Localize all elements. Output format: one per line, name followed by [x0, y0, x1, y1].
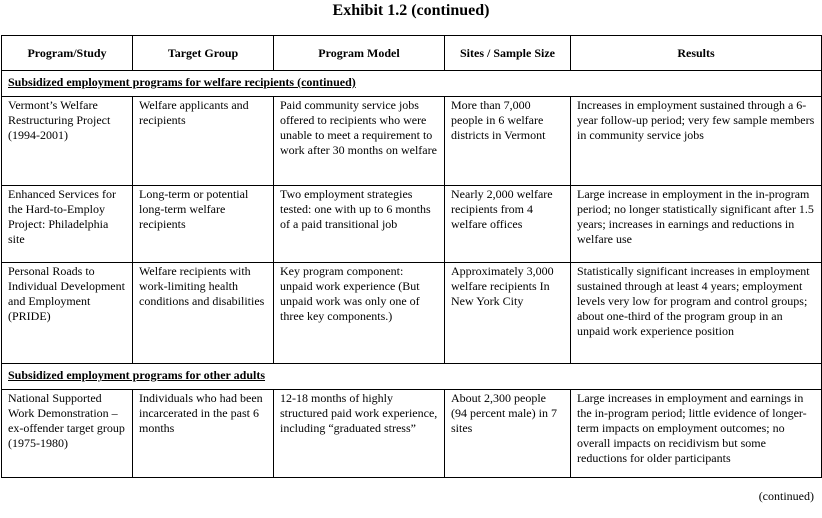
section-row-welfare — [2, 71, 822, 97]
header-row — [2, 36, 822, 71]
section-row-other-adults — [2, 364, 822, 390]
cell-program: Vermont’s Welfare Restructuring Project (1994-2001) — [2, 97, 133, 186]
cell-sites: About 2,300 people (94 percent male) in 7 sites — [445, 390, 571, 478]
table-row — [2, 263, 822, 364]
cell-results: Statistically significant increases in employment sustained through at least 4 years; employment levels very low for program and control groups; about one-third of the program group in an unpaid work experience position — [571, 263, 822, 364]
cell-sites: More than 7,000 people in 6 welfare districts in Vermont — [445, 97, 571, 186]
cell-program: National Supported Work Demonstration – ex-offender target group (1975-1980) — [2, 390, 133, 478]
cell-sites: Nearly 2,000 welfare recipients from 4 welfare offices — [445, 186, 571, 263]
header-program-study: Program/Study — [2, 36, 133, 71]
header-results: Results — [571, 36, 822, 71]
continued-note: (continued) — [758, 489, 814, 503]
table-row — [2, 390, 822, 478]
cell-target: Long-term or potential long-term welfare recipients — [133, 186, 274, 263]
header-sites-sample-size: Sites / Sample Size — [445, 36, 571, 71]
header-program-model: Program Model — [274, 36, 445, 71]
exhibit-title: Exhibit 1.2 (continued) — [332, 2, 490, 19]
table-row — [2, 186, 822, 263]
header-target-group: Target Group — [133, 36, 274, 71]
cell-results: Large increases in employment and earnings in the in-program period; little evidence of longer-term impacts on employment outcomes; no overall impacts on recidivism but some reductions for older participants — [571, 390, 822, 478]
program-table — [1, 35, 822, 478]
cell-target: Welfare applicants and recipients — [133, 97, 274, 186]
section-title-other-adults: Subsidized employment programs for other adults — [2, 364, 822, 390]
cell-model: 12-18 months of highly structured paid work experience, including “graduated stress” — [274, 390, 445, 478]
cell-results: Increases in employment sustained through a 6-year follow-up period; very few sample members in community service jobs — [571, 97, 822, 186]
cell-model: Two employment strategies tested: one with up to 6 months of a paid transitional job — [274, 186, 445, 263]
cell-program: Personal Roads to Individual Development and Employment (PRIDE) — [2, 263, 133, 364]
section-title-welfare: Subsidized employment programs for welfare recipients (continued) — [2, 71, 822, 97]
cell-model: Paid community service jobs offered to recipients who were unable to meet a requirement to work after 30 months on welfare — [274, 97, 445, 186]
cell-sites: Approximately 3,000 welfare recipients In New York City — [445, 263, 571, 364]
cell-results: Large increase in employment in the in-program period; no longer statistically significant after 1.5 years; increases in earnings and reductions in welfare use — [571, 186, 822, 263]
cell-program: Enhanced Services for the Hard-to-Employ Project: Philadelphia site — [2, 186, 133, 263]
cell-target: Individuals who had been incarcerated in the past 6 months — [133, 390, 274, 478]
cell-model: Key program component: unpaid work experience (But unpaid work was only one of three key components.) — [274, 263, 445, 364]
cell-target: Welfare recipients with work-limiting health conditions and disabilities — [133, 263, 274, 364]
table-row — [2, 97, 822, 186]
